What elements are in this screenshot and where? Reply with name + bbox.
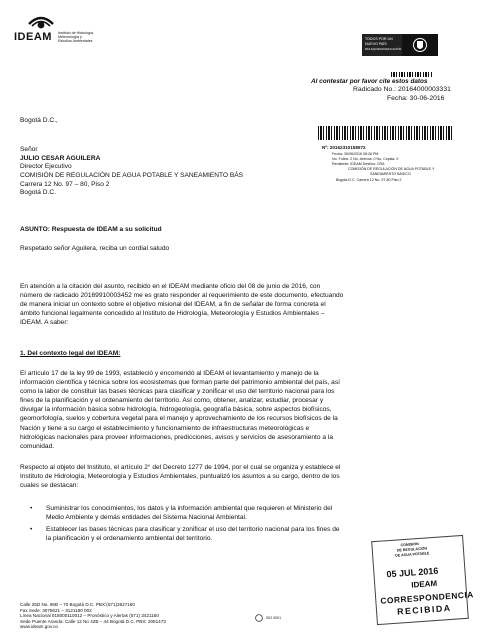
- document-date: Fecha: 30-06-2016: [387, 95, 445, 102]
- bullet-1-line-1: Suministrar los conocimientos, los datos y la información ambiental que requieren el Ministerio del: [46, 505, 333, 512]
- routing-line-4: COMISIÓN DE REGULACIÓN DE AGUA POTABLE Y: [348, 167, 435, 171]
- reply-note: Al contestar por favor cite estos datos: [311, 78, 428, 85]
- bullet-2-line-2: la planificación y el ordenamiento ambiental del territorio.: [46, 535, 213, 542]
- routing-line-2: No. Folios: 2 No. Anexos: 0 No. Copias: 0: [332, 157, 399, 161]
- bullet-2-line-1: Establecer las bases técnicas para clasificar y zonificar el uso del territorio nacional para los fines de: [46, 526, 340, 533]
- routing-line-1: Fecha: 30/06/2016 08:26 PM: [332, 152, 379, 156]
- intro-line-1: En atención a la citación del asunto, recibido en el IDEAM mediante oficio del 08 de junio de 2016, con: [20, 283, 321, 290]
- footer-line-3: Línea Nacional 018000110012 – Pronóstico y Alertas (571) 3421160: [20, 613, 159, 619]
- section1-line-1: El artículo 17 de la ley 99 de 1993, estableció y encomendó al IDEAM el levantamiento y manejo de la: [20, 370, 319, 377]
- certification-logo-icon: [254, 614, 264, 622]
- bullet-item-1: [30, 505, 450, 525]
- decree-paragraph: [20, 463, 457, 490]
- stamp-recibida: RECIBIDA: [396, 602, 452, 617]
- section1-line-7: Nación y tiene a su cargo el establecimiento y funcionamiento de infraestructuras meteorológicas e: [20, 424, 310, 432]
- stamp-mid: IDEAM: [411, 578, 438, 590]
- bullet-dot-icon: •: [30, 505, 33, 512]
- ideam-logo-subtext-1: Instituto de Hidrología,: [58, 31, 94, 35]
- stamp-line-3: DE AGUA POTABLE: [395, 551, 430, 558]
- stamp-line-1: COMISIÓN: [400, 542, 419, 548]
- intro-line-4: ámbito funcional legalmente concedido al Instituto de Hidrología, Meteorología y Estudios Ambientales –: [20, 310, 325, 318]
- bullet-dot-icon: •: [30, 526, 33, 533]
- section1-line-4: fines de la planificación y el ordenamiento del territorio. Así como, obtener, analizar, estudiar, procesar y: [20, 397, 324, 405]
- routing-number: Nº: 20162310158572: [322, 145, 366, 150]
- received-stamp: [371, 535, 475, 625]
- ideam-logo-subtext-3: Estudios Ambientales: [58, 39, 93, 43]
- section1-line-6: geomorfología, suelos y cobertura vegetal para el manejo y aprovechamiento de los recursos biofísicos de la: [20, 415, 338, 423]
- certification-text: ISO 9001: [266, 616, 282, 620]
- recipient-name: JULIO CESAR AGUILERA: [20, 155, 101, 162]
- top-barcode: [391, 72, 433, 77]
- bullet-1-line-2: Medio Ambiente y demás entidades del Sistema Nacional Ambiental.: [46, 514, 247, 521]
- section1-title: 1. Del contexto legal del IDEAM:: [20, 350, 121, 357]
- section1-paragraph: [20, 369, 457, 451]
- decree-line-3: cuales se destacan:: [20, 482, 79, 490]
- city-date: Bogotá D.C.,: [20, 117, 58, 124]
- subject-line: ASUNTO: Respuesta de IDEAM a su solicitud: [20, 226, 162, 233]
- gov-logo-line-2: NUEVO PAÍS: [365, 42, 387, 46]
- routing-line-6: Bogotá D.C. Carrera 12 No. 97-80 Piso 2: [336, 178, 402, 182]
- intro-line-5: IDEAM. A saber:: [20, 319, 69, 327]
- gov-logo: [362, 34, 438, 58]
- stamp-bottom: CORRESPONDENCIA: [380, 589, 475, 606]
- gov-seal-box: [402, 34, 438, 56]
- footer-line-5: www.ideam.gov.co: [20, 624, 58, 630]
- ideam-logo: [14, 14, 124, 44]
- stamp-date: 05 JUL 2016: [386, 565, 439, 580]
- footer-line-4: Sede Puente Aranda: Calle 12 No 42B – 44 Bogotá D.C. PBX: 2081473: [20, 618, 166, 624]
- section1-line-2: información científica y técnica sobre los ecosistemas que forman parte del patrimonio ambiental del país, así: [20, 379, 340, 387]
- recipient-address: Carrera 12 No. 97 – 80, Piso 2: [20, 181, 110, 188]
- recipient-salutation: Señor: [20, 146, 38, 153]
- section1-line-9: comunidad.: [20, 442, 55, 450]
- gov-logo-box: [362, 34, 402, 56]
- footer-address: [20, 602, 220, 630]
- recipient-title: Director Ejecutivo: [20, 163, 72, 170]
- gov-logo-line-1: TODOS POR UN: [365, 37, 393, 41]
- routing-line-5: SANEAMIENTO BÁSICO: [370, 172, 411, 176]
- routing-barcode: [318, 126, 454, 140]
- radicado-number: Radicado No.: 20164000003331: [353, 86, 451, 93]
- intro-line-2: número de radicado 20169910003452 me es grato responder al requerimiento de este documento, efectuando: [20, 292, 344, 300]
- gov-logo-line-3: PAZ EQUIDAD EDUCACIÓN: [365, 47, 402, 51]
- intro-line-3: de manera inicial un contexto sobre el objetivo misional del IDEAM, a fin de señalar de forma concreta el: [20, 301, 326, 309]
- decree-line-1: Respecto al objeto del Instituto, el artículo 2° del Decreto 1277 de 1994, por el cual se organiza y establece el: [20, 464, 341, 471]
- greeting: Respetado señor Aguilera, reciba un cordial saludo: [20, 245, 170, 252]
- ideam-eye-icon: [28, 14, 54, 30]
- recipient-org: COMISIÓN DE REGULACIÓN DE AGUA POTABLE Y SANEAMIENTO BÁS: [20, 172, 244, 179]
- routing-line-3: Remitente: IDEAM Destino: CRA: [332, 162, 385, 166]
- ideam-logo-text: IDEAM: [14, 31, 52, 43]
- footer-certification: [254, 614, 318, 622]
- section1-line-3: como la labor de constituir las bases técnicas para clasificar y zonificar el uso del territorio nacional para los: [20, 388, 335, 396]
- footer-line-2: Fax Sede: 3075621 – 3121180 002: [20, 607, 92, 613]
- section1-line-5: divulgar la información básica sobre hidrología, hidrogeología, geografía básica, sobre aspectos biofísicos,: [20, 406, 332, 414]
- intro-paragraph: [20, 282, 457, 327]
- coat-of-arms-icon: [413, 36, 427, 54]
- section1-line-8: hidrológicas nacionales para proveer informaciones, predicciones, avisos y servicios de asesoramiento a la: [20, 433, 333, 441]
- stamp-line-2: DE REGULACIÓN: [396, 546, 428, 553]
- ideam-logo-subtext-2: Meteorología y: [58, 35, 82, 39]
- recipient-city: Bogotá D.C.: [20, 189, 56, 196]
- decree-line-2: Instituto de Hidrología, Meteorología y Estudios Ambientales, puntualizó los asuntos a su cargo, dentro de los: [20, 473, 340, 481]
- footer-line-1: Calle 25D No. 96B – 70 Bogotá D.C. PBX:(571)3527160: [20, 602, 135, 607]
